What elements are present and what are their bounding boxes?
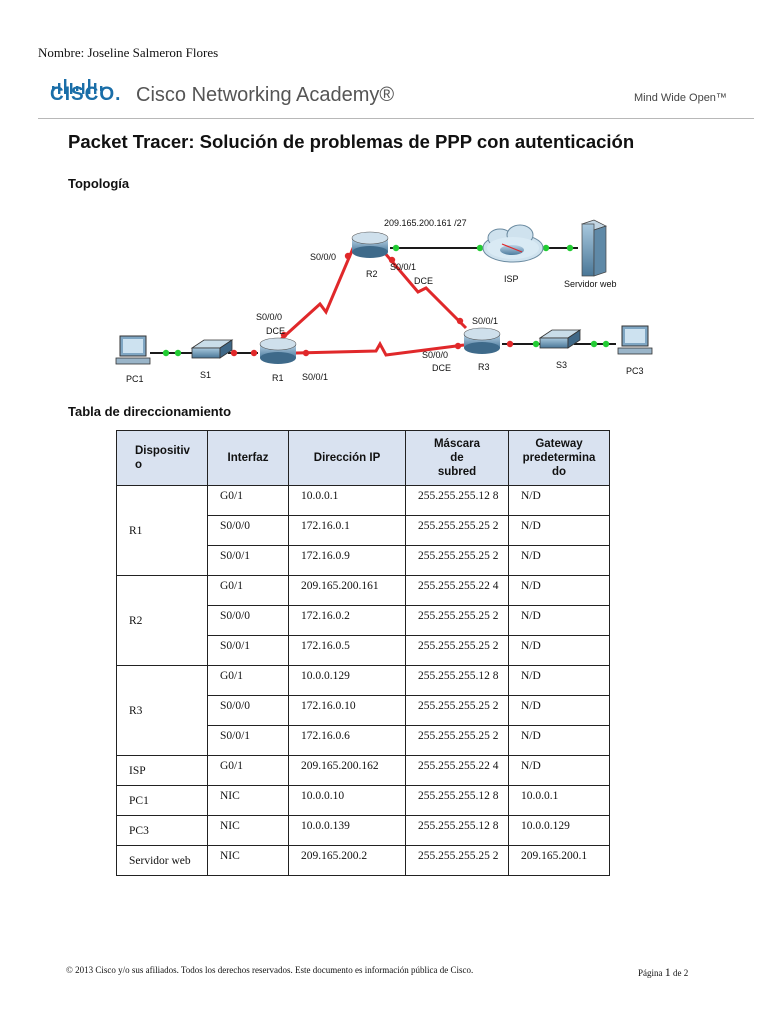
cell-ip: 172.16.0.10 bbox=[289, 696, 406, 726]
table-row bbox=[117, 816, 610, 846]
header-gateway: Gateway predetermina do bbox=[509, 431, 610, 486]
addressing-table bbox=[116, 430, 610, 876]
cell-mask: 255.255.255.25 2 bbox=[406, 606, 509, 636]
label-s3: S3 bbox=[556, 360, 568, 370]
label-isp-network: 209.165.200.161 /27 bbox=[384, 218, 467, 228]
label-r3-s001: S0/0/1 bbox=[472, 316, 499, 326]
cell-interface: S0/0/0 bbox=[208, 516, 289, 546]
label-r2-s001: S0/0/1 bbox=[390, 262, 417, 272]
label-r1-s001: S0/0/1 bbox=[302, 372, 329, 382]
page-current: 1 bbox=[664, 965, 671, 979]
label-pc3: PC3 bbox=[626, 366, 644, 376]
cell-gateway: N/D bbox=[509, 666, 610, 696]
label-pc1: PC1 bbox=[126, 374, 144, 384]
cell-interface: G0/1 bbox=[208, 486, 289, 516]
cell-ip: 209.165.200.2 bbox=[289, 846, 406, 876]
cell-device: PC3 bbox=[117, 816, 208, 846]
label-r1: R1 bbox=[272, 373, 284, 383]
cell-interface: NIC bbox=[208, 786, 289, 816]
cell-interface: NIC bbox=[208, 846, 289, 876]
label-webserver: Servidor web bbox=[564, 279, 617, 289]
cell-device: R3 bbox=[117, 666, 208, 756]
cell-mask: 255.255.255.25 2 bbox=[406, 726, 509, 756]
cell-ip: 172.16.0.1 bbox=[289, 516, 406, 546]
page-suffix: de 2 bbox=[673, 968, 689, 978]
cell-device: R1 bbox=[117, 486, 208, 576]
cell-interface: S0/0/1 bbox=[208, 636, 289, 666]
cell-ip: 10.0.0.10 bbox=[289, 786, 406, 816]
label-r2: R2 bbox=[366, 269, 378, 279]
table-row bbox=[117, 846, 610, 876]
topology-heading: Topología bbox=[68, 176, 130, 191]
table-row bbox=[117, 576, 610, 606]
cell-mask: 255.255.255.25 2 bbox=[406, 846, 509, 876]
table-row bbox=[117, 756, 610, 786]
switch-s1-icon bbox=[192, 340, 232, 358]
header-divider bbox=[38, 118, 754, 119]
web-server-icon bbox=[582, 220, 606, 276]
cell-gateway: N/D bbox=[509, 516, 610, 546]
cell-gateway: N/D bbox=[509, 696, 610, 726]
cell-gateway: N/D bbox=[509, 486, 610, 516]
switch-s3-icon bbox=[540, 330, 580, 348]
cell-interface: S0/0/0 bbox=[208, 696, 289, 726]
router-r1-icon bbox=[260, 338, 296, 364]
label-r1-s000: S0/0/0 bbox=[256, 312, 283, 322]
cell-mask: 255.255.255.25 2 bbox=[406, 636, 509, 666]
cell-ip: 209.165.200.161 bbox=[289, 576, 406, 606]
topology-diagram bbox=[108, 208, 668, 392]
cell-interface: S0/0/0 bbox=[208, 606, 289, 636]
label-r2-s000: S0/0/0 bbox=[310, 252, 337, 262]
cell-ip: 10.0.0.139 bbox=[289, 816, 406, 846]
cell-gateway: N/D bbox=[509, 606, 610, 636]
footer-page-number bbox=[638, 965, 688, 980]
cell-ip: 10.0.0.1 bbox=[289, 486, 406, 516]
cell-mask: 255.255.255.25 2 bbox=[406, 696, 509, 726]
cell-ip: 172.16.0.2 bbox=[289, 606, 406, 636]
cell-mask: 255.255.255.25 2 bbox=[406, 516, 509, 546]
cell-mask: 255.255.255.12 8 bbox=[406, 666, 509, 696]
cell-gateway: 10.0.0.1 bbox=[509, 786, 610, 816]
academy-name: Cisco Networking Academy® bbox=[136, 84, 395, 106]
table-row bbox=[117, 786, 610, 816]
isp-cloud-icon bbox=[483, 225, 543, 262]
cell-interface: G0/1 bbox=[208, 666, 289, 696]
header-ip: Dirección IP bbox=[289, 431, 406, 486]
table-row bbox=[117, 486, 610, 516]
label-isp: ISP bbox=[504, 274, 519, 284]
header-mask: Máscara de subred bbox=[406, 431, 509, 486]
cell-ip: 172.16.0.6 bbox=[289, 726, 406, 756]
label-r3-dce: DCE bbox=[432, 363, 452, 373]
label-r3-s000: S0/0/0 bbox=[422, 350, 449, 360]
pc3-icon bbox=[618, 326, 652, 354]
cell-mask: 255.255.255.12 8 bbox=[406, 786, 509, 816]
table-row bbox=[117, 666, 610, 696]
cell-interface: G0/1 bbox=[208, 756, 289, 786]
label-r2-dce: DCE bbox=[414, 276, 434, 286]
cell-gateway: 10.0.0.129 bbox=[509, 816, 610, 846]
cell-mask: 255.255.255.22 4 bbox=[406, 756, 509, 786]
cell-device: ISP bbox=[117, 756, 208, 786]
document-title: Packet Tracer: Solución de problemas de PPP con autenticación bbox=[68, 131, 635, 152]
cell-mask: 255.255.255.12 8 bbox=[406, 486, 509, 516]
cell-interface: G0/1 bbox=[208, 576, 289, 606]
cell-gateway: N/D bbox=[509, 576, 610, 606]
author-name: Nombre: Joseline Salmeron Flores bbox=[38, 45, 219, 60]
pc1-icon bbox=[116, 336, 150, 364]
cell-mask: 255.255.255.25 2 bbox=[406, 546, 509, 576]
header-device: Dispositiv o bbox=[117, 431, 208, 486]
table-header-row bbox=[117, 431, 610, 486]
cell-device: R2 bbox=[117, 576, 208, 666]
cell-interface: S0/0/1 bbox=[208, 546, 289, 576]
cell-device: Servidor web bbox=[117, 846, 208, 876]
tagline: Mind Wide Open™ bbox=[634, 92, 727, 104]
cell-interface: S0/0/1 bbox=[208, 726, 289, 756]
cell-ip: 10.0.0.129 bbox=[289, 666, 406, 696]
cell-ip: 172.16.0.5 bbox=[289, 636, 406, 666]
cell-gateway: N/D bbox=[509, 756, 610, 786]
cell-gateway: N/D bbox=[509, 636, 610, 666]
label-r1-dce: DCE bbox=[266, 326, 286, 336]
table-body bbox=[117, 486, 610, 876]
footer-copyright: © 2013 Cisco y/o sus afiliados. Todos los derechos reservados. Este documento es información pública de Cisco. bbox=[66, 965, 474, 975]
cell-ip: 172.16.0.9 bbox=[289, 546, 406, 576]
cell-gateway: N/D bbox=[509, 726, 610, 756]
cisco-wordmark: CISCO. bbox=[50, 84, 122, 105]
cell-mask: 255.255.255.22 4 bbox=[406, 576, 509, 606]
router-r3-icon bbox=[464, 328, 500, 354]
label-r3: R3 bbox=[478, 362, 490, 372]
table-heading: Tabla de direccionamiento bbox=[68, 404, 232, 419]
cell-device: PC1 bbox=[117, 786, 208, 816]
cell-gateway: 209.165.200.1 bbox=[509, 846, 610, 876]
cell-interface: NIC bbox=[208, 816, 289, 846]
router-r2-icon bbox=[352, 232, 388, 258]
header-interface: Interfaz bbox=[208, 431, 289, 486]
cell-gateway: N/D bbox=[509, 546, 610, 576]
label-s1: S1 bbox=[200, 370, 212, 380]
cell-ip: 209.165.200.162 bbox=[289, 756, 406, 786]
page-prefix: Página bbox=[638, 968, 663, 978]
cell-mask: 255.255.255.12 8 bbox=[406, 816, 509, 846]
